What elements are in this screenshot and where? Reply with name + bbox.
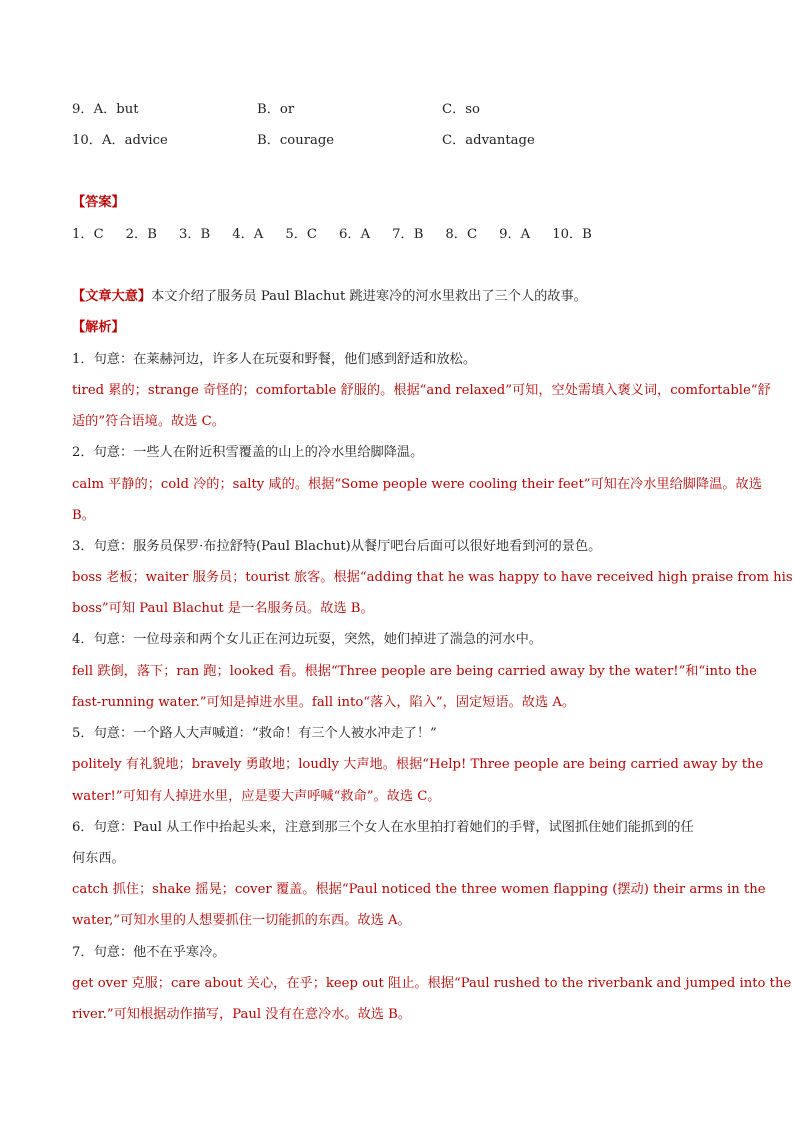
analysis-line-9: boss”可知 Paul Blachut 是一名服务员。故选 B。 [72, 601, 374, 616]
answer-3: 3．B [178, 227, 211, 242]
analysis-heading: 【解析】 [72, 320, 125, 335]
answer-key [72, 226, 614, 244]
option-10-a: 10．A．advice [72, 133, 168, 148]
analysis-line-8: boss 老板；waiter 服务员；tourist 旅客。根据“adding that he was happy to have received high praise from his [72, 570, 793, 585]
analysis-line-13: 5．句意：一个路人大声喊道：“救命！有三个人被水冲走了！” [72, 726, 437, 741]
option-10-c: C．advantage [442, 133, 535, 148]
option-9-c: C．so [442, 102, 480, 117]
answer-heading: 【答案】 [72, 195, 125, 210]
option-row-9 [72, 101, 480, 119]
analysis-line-15: water!”可知有人掉进水里，应是要大声呼喊“救命”。故选 C。 [72, 789, 441, 804]
analysis-line-18: catch 抓住；shake 摇晃；cover 覆盖。根据“Paul noticed the three women flapping (摆动) their arms in the [72, 882, 766, 897]
summary-text: 本文介绍了服务员 Paul Blachut 跳进寒冷的河水里救出了三个人的故事。 [151, 289, 587, 304]
answer-6: 6．A [339, 227, 371, 242]
analysis-line-22: river.”可知根据动作描写，Paul 没有在意冷水。故选 B。 [72, 1007, 412, 1022]
summary-line [72, 288, 587, 306]
analysis-line-5: calm 平静的；cold 冷的；salty 咸的。根据“Some people were cooling their feet”可知在冷水里给脚降温。故选 [72, 477, 762, 492]
analysis-line-7: 3．句意：服务员保罗·布拉舒特(Paul Blachut)从餐厅吧台后面可以很好地看到河的景色。 [72, 539, 602, 554]
option-10-b: B．courage [257, 133, 335, 148]
answer-8: 8．C [445, 227, 478, 242]
analysis-line-21: get over 克服；care about 关心，在乎；keep out 阻止。根据“Paul rushed to the riverbank and jumped into the [72, 976, 792, 991]
answer-7: 7．B [392, 227, 424, 242]
answer-4: 4．A [232, 227, 264, 242]
analysis-line-11: fell 跌倒，落下；ran 跑；looked 看。根据“Three people are being carried away by the water!”和“into the [72, 664, 757, 679]
analysis-line-16: 6．句意：Paul 从工作中抬起头来，注意到那三个女人在水里拍打着她们的手臂，试图抓住她们能抓到的任 [72, 820, 694, 835]
analysis-line-1: 1．句意：在莱赫河边，许多人在玩耍和野餐，他们感到舒适和放松。 [72, 352, 477, 367]
answer-1: 1．C [72, 227, 104, 242]
analysis-line-2: tired 累的；strange 奇怪的；comfortable 舒服的。根据“and relaxed”可知，空处需填入褒义词，comfortable“舒 [72, 383, 771, 398]
analysis-line-3: 适的”符合语境。故选 C。 [72, 414, 225, 429]
analysis-line-14: politely 有礼貌地；bravely 勇敢地；loudly 大声地。根据“Help! Three people are being carried away by the [72, 757, 764, 772]
analysis-line-19: water,”可知水里的人想要抓住一切能抓的东西。故选 A。 [72, 913, 411, 928]
analysis-line-4: 2．句意：一些人在附近积雪覆盖的山上的冷水里给脚降温。 [72, 445, 424, 460]
answer-10: 10．B [552, 227, 592, 242]
answer-2: 2．B [125, 227, 157, 242]
analysis-line-6: B。 [72, 508, 95, 523]
option-9-a: 9．A．but [72, 102, 139, 117]
answer-9: 9．A [499, 227, 531, 242]
analysis-line-10: 4．句意：一位母亲和两个女儿正在河边玩耍，突然，她们掉进了湍急的河水中。 [72, 632, 542, 647]
answer-5: 5．C [285, 227, 318, 242]
analysis-line-17: 何东西。 [72, 851, 125, 866]
analysis-line-20: 7．句意：他不在乎寒冷。 [72, 945, 226, 960]
summary-heading: 【文章大意】 [72, 289, 152, 304]
option-row-10 [72, 132, 535, 150]
analysis-line-12: fast-running water.”可知是掉进水里。fall into“落入，陷入”，固定短语。故选 A。 [72, 695, 576, 710]
option-9-b: B．or [257, 102, 295, 117]
